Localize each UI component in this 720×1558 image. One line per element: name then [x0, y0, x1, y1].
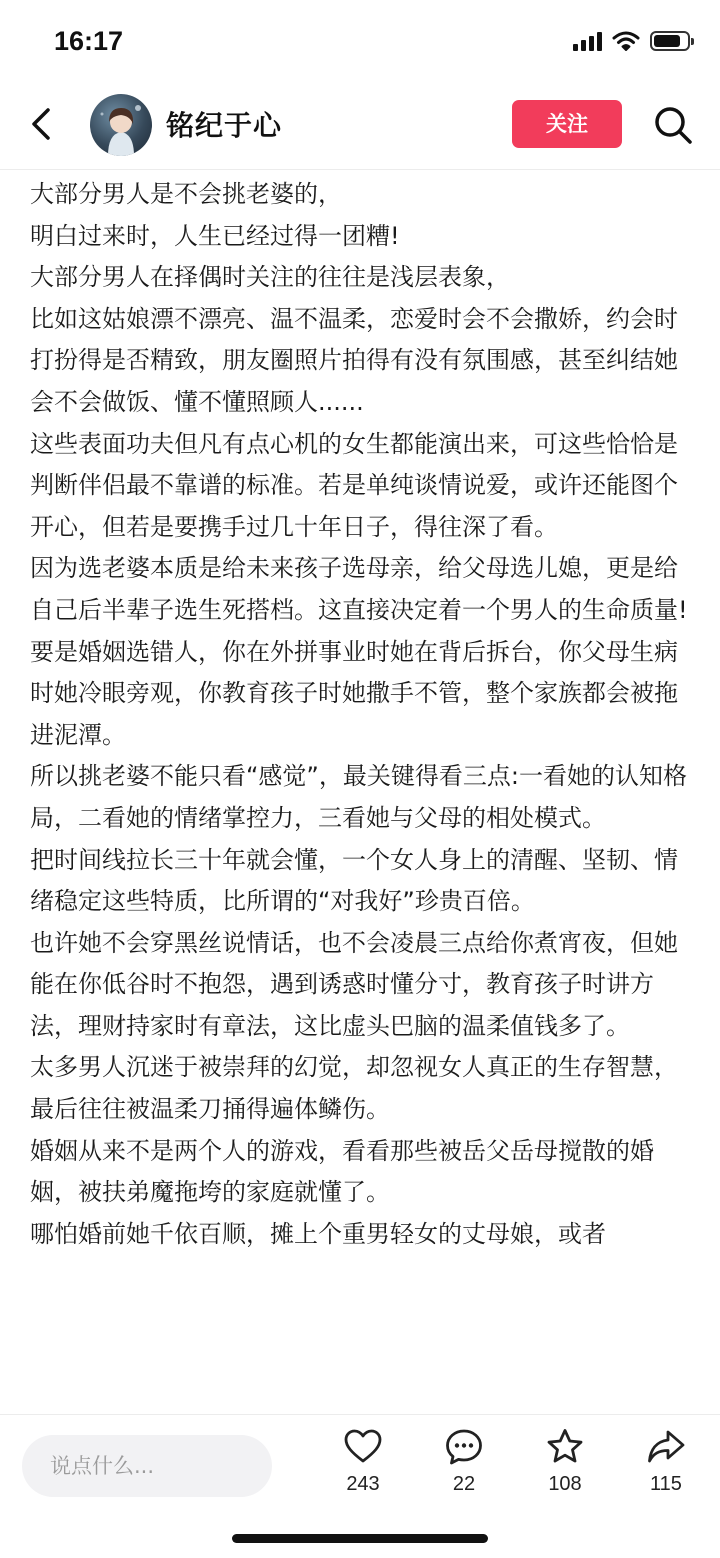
paragraph: 哪怕婚前她千依百顺，摊上个重男轻女的丈母娘，或者 [30, 1219, 606, 1248]
cellular-signal-icon [573, 31, 602, 51]
author-name[interactable]: 铭纪于心 [166, 109, 283, 142]
author-avatar[interactable] [90, 94, 152, 156]
status-icons [573, 30, 690, 52]
paragraph: 明白过来时，人生已经过得一团糟! [30, 221, 400, 250]
paragraph: 把时间线拉长三十年就会懂，一个女人身上的清醒、坚韧、情绪稳定这些特质，比所谓的“对我好”珍贵百倍。 [30, 845, 678, 916]
paragraph: 也许她不会穿黑丝说情话，也不会凌晨三点给你煮宵夜，但她能在你低谷时不抱怨，遇到诱惑时懂分寸，教育孩子时讲方法，理财持家时有章法，这比虚头巴脑的温柔值钱多了。 [30, 928, 678, 1040]
battery-icon [650, 31, 690, 51]
heart-icon [343, 1427, 383, 1467]
like-button[interactable] [323, 1427, 403, 1517]
avatar-image [90, 94, 152, 156]
paragraph: 要是婚姻选错人，你在外拼事业时她在背后拆台，你父母生病时她冷眼旁观，你教育孩子时她撒手不管，整个家族都会被拖进泥潭。 [30, 637, 678, 749]
comment-count: 22 [452, 1473, 476, 1495]
wifi-icon [612, 30, 640, 52]
header [0, 80, 720, 170]
article-body [0, 170, 720, 1255]
paragraph: 太多男人沉迷于被崇拜的幻觉，却忽视女人真正的生存智慧，最后往往被温柔刀捅得遍体鳞伤。 [30, 1053, 678, 1124]
paragraph: 所以挑老婆不能只看“感觉”，最关键得看三点:一看她的认知格局，二看她的情绪掌控力，三看她与父母的相处模式。 [30, 762, 687, 832]
star-icon [545, 1427, 585, 1467]
back-button[interactable] [24, 102, 60, 146]
like-count: 243 [346, 1473, 380, 1495]
share-count: 115 [650, 1473, 682, 1495]
paragraph: 大部分男人在择偶时关注的往往是浅层表象， [30, 263, 510, 292]
follow-button[interactable]: 关注 [512, 100, 622, 148]
paragraph: 这些表面功夫但凡有点心机的女生都能演出来，可这些恰恰是判断伴侣最不靠谱的标准。若是单纯谈情说爱，或许还能图个开心，但若是要携手过几十年日子，得往深了看。 [30, 429, 678, 541]
share-button[interactable] [626, 1427, 706, 1517]
favorite-count: 108 [548, 1473, 582, 1495]
search-button[interactable] [652, 104, 694, 146]
favorite-button[interactable] [525, 1427, 605, 1517]
status-bar [0, 0, 720, 80]
status-time: 16:17 [54, 26, 124, 56]
home-indicator[interactable] [232, 1534, 488, 1543]
share-icon [646, 1427, 686, 1467]
comment-icon [444, 1427, 484, 1467]
comment-input[interactable] [22, 1435, 272, 1497]
paragraph: 因为选老婆本质是给未来孩子选母亲，给父母选儿媳，更是给自己后半辈子选生死搭档。这直接决定着一个男人的生命质量! [30, 554, 688, 624]
comment-button[interactable] [424, 1427, 504, 1517]
back-icon [24, 102, 60, 146]
paragraph: 大部分男人是不会挑老婆的， [30, 180, 342, 208]
article-content[interactable] [0, 170, 720, 1414]
search-icon [652, 104, 694, 146]
paragraph: 婚姻从来不是两个人的游戏，看看那些被岳父岳母搅散的婚姻，被扶弟魔拖垮的家庭就懂了。 [30, 1136, 654, 1207]
paragraph: 比如这姑娘漂不漂亮、温不温柔，恋爱时会不会撒娇，约会时打扮得是否精致，朋友圈照片拍得有没有氛围感，甚至纠结她会不会做饭、懂不懂照顾人...... [30, 304, 678, 416]
